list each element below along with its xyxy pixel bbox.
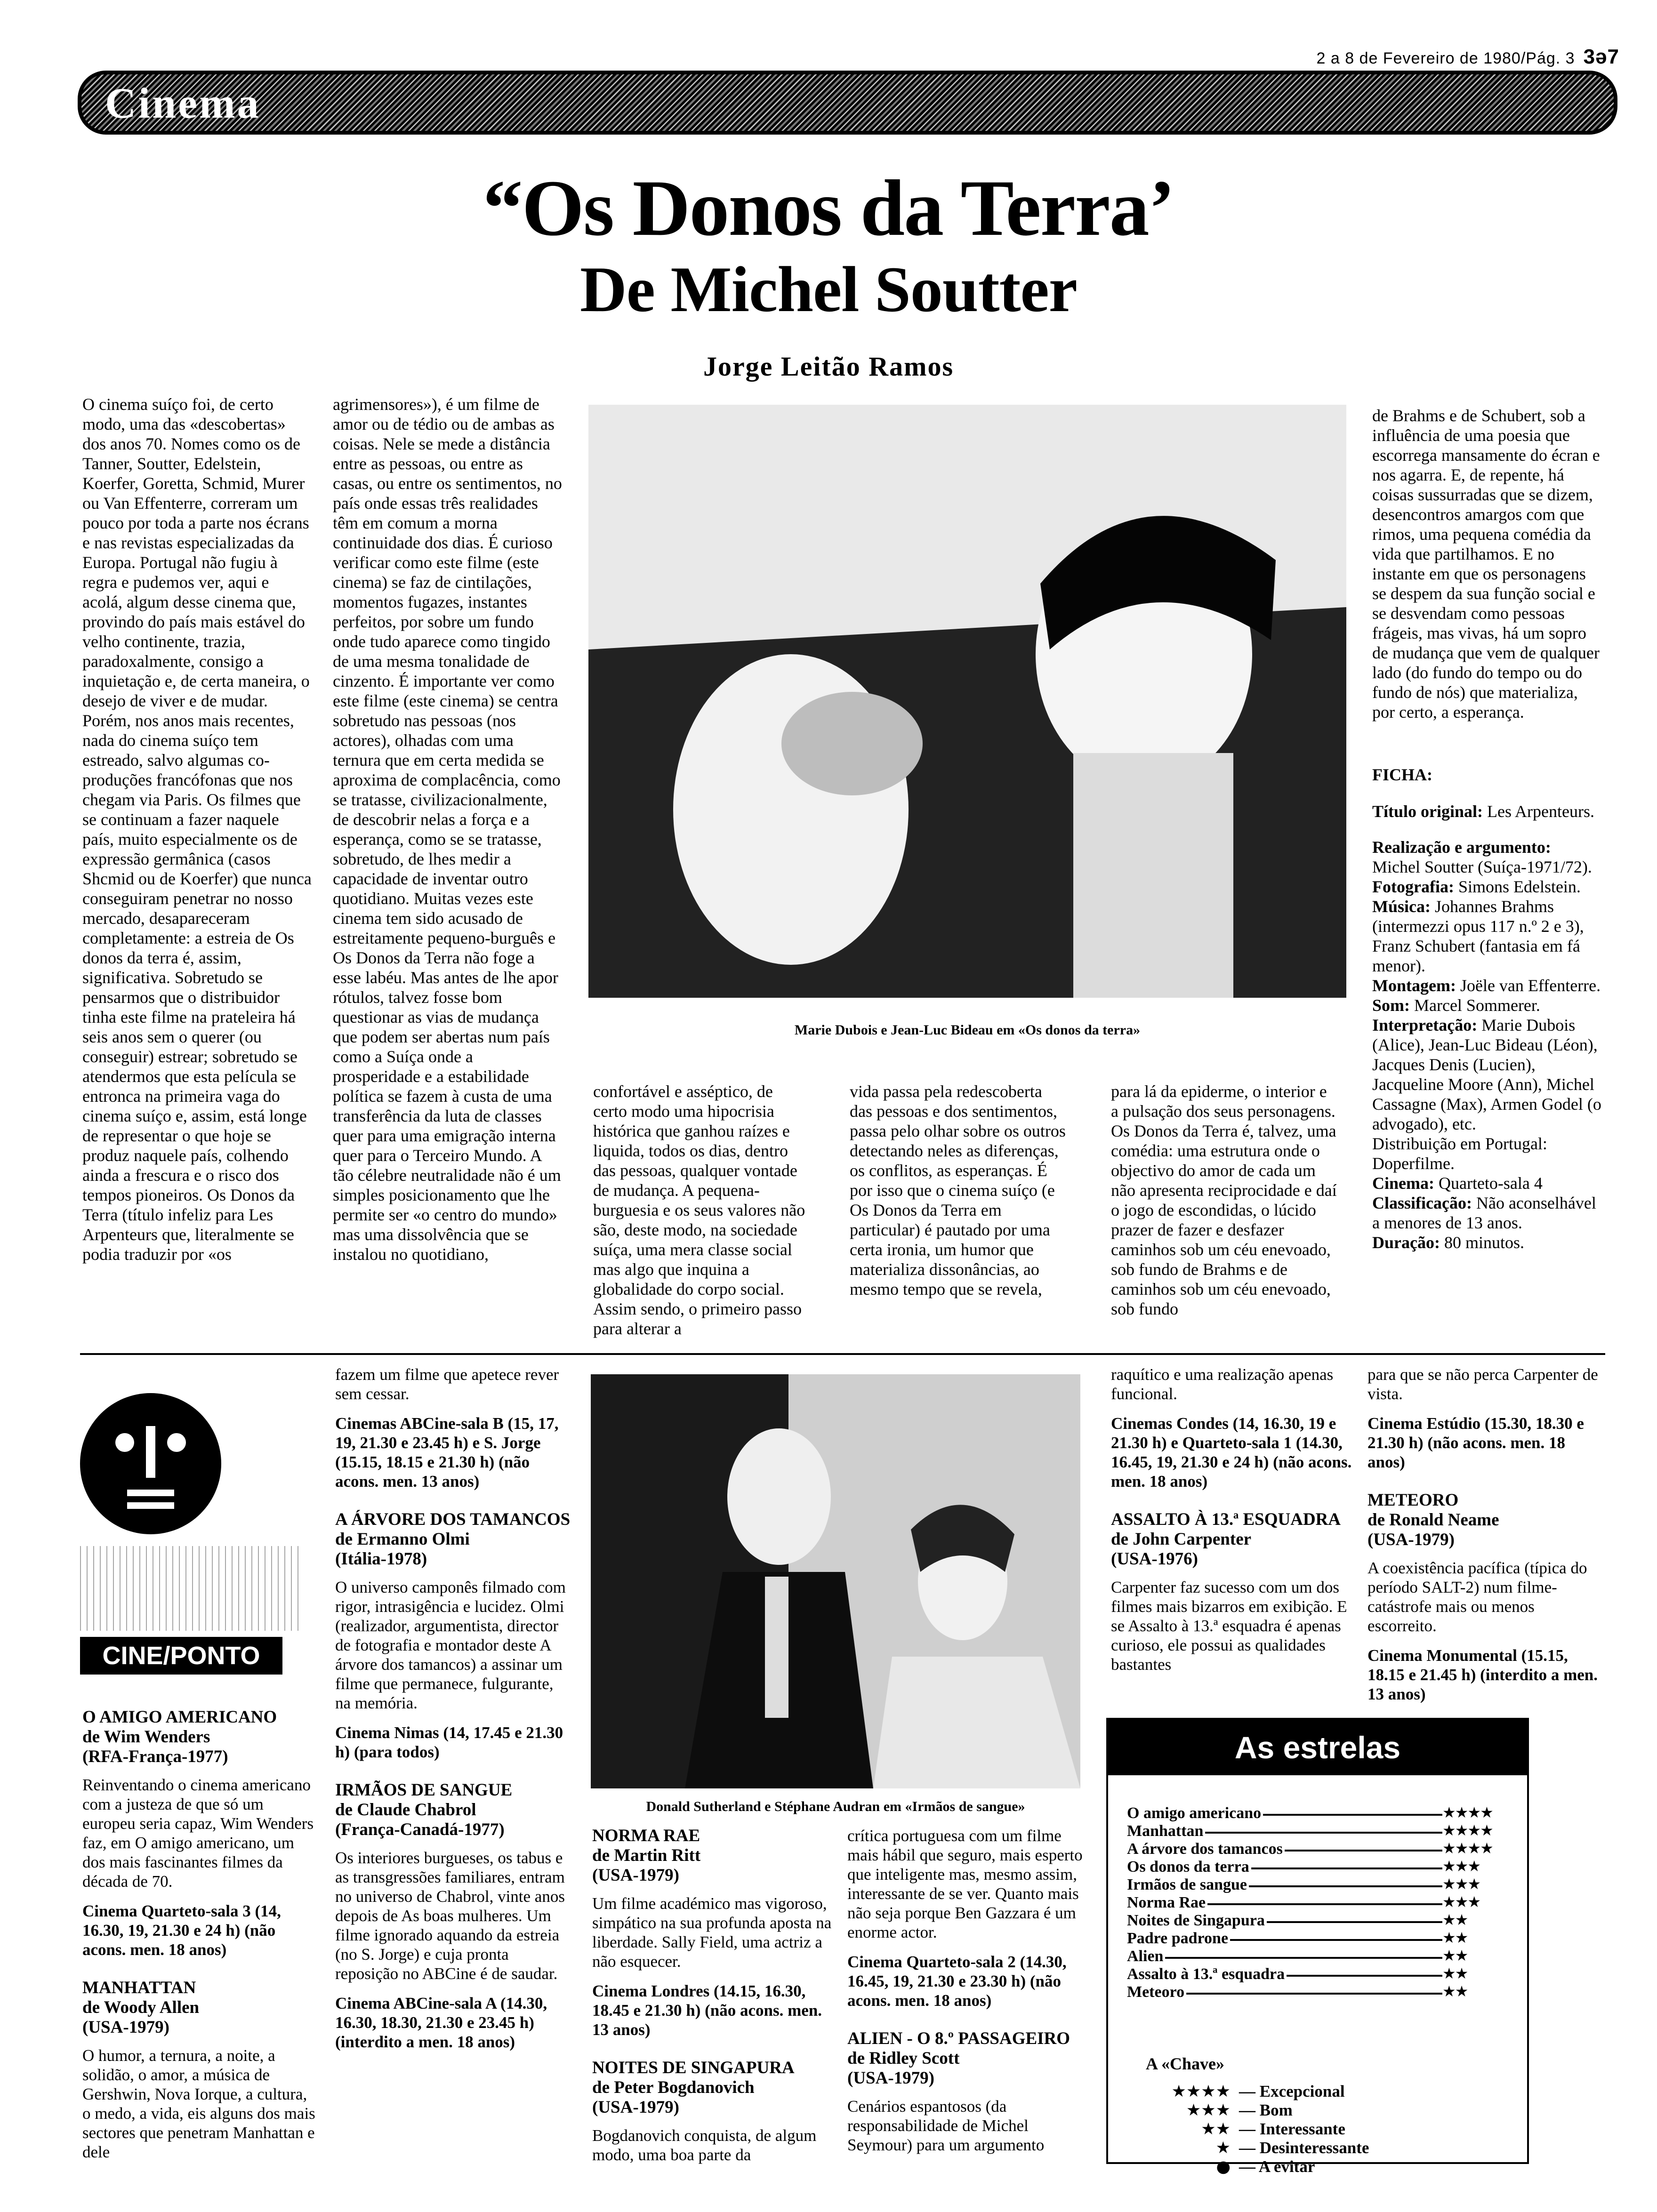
- ficha-line: [1372, 976, 1603, 995]
- ficha-value: Distribuição em Portugal: Doperfilme.: [1372, 1134, 1547, 1173]
- film-name: Norma Rae: [1127, 1894, 1207, 1912]
- key-row: [1146, 2139, 1475, 2157]
- cineponto-logo: [80, 1393, 221, 1534]
- film-name: Assalto à 13.ª esquadra: [1127, 1965, 1287, 1983]
- article-text: agrimensores»), é um filme de amor ou de tédio ou de ambas as coisas. Nele se mede a distância entre as pessoas, ou entre as casas, ou entre os sentimentos, no país onde essas três realidades têm em comum a morna continuidade dos dias. É curioso verificar como este filme (este cinema) se faz de cintilações, momentos fugazes, instantes perfeitos, por sobre um fundo onde tudo aparece como tingido de uma mesma tonalidade de cinzento. É importante ver como este filme (este cinema) se centra sobretudo nas pessoas (nos actores), olhadas com uma ternura que em certa medida se aproxima de complacência, como se tratasse, civilizacionalmente, de descobrir nelas a força e a esperança, como se se tratasse, sobretudo, de lhes medir a capacidade de inventar outro quotidiano. Muitas vezes este cinema tem sido acusado de estreitamente pequeno-burguês e Os Donos da Terra não foge a esse labéu. Mas antes de lhe apor rótulos, talvez fosse bom questionar as vias de mudança que podem ser abertas num país como a Suíça onde a prosperidade e a estabilidade política se fazem à custa de uma transferência da luta de classes quer para uma emigração interna quer para o Terceiro Mundo. A tão célebre neutralidade não é um simples posicionamento que lhe permite ser «o centro do mundo» mas uma dissolvência que se instalou no quotidiano,: [333, 395, 562, 1264]
- review-text: Bogdanovich conquista, de algum modo, uma boa parte da: [592, 2126, 817, 2164]
- star-ratings-title: As estrelas: [1108, 1720, 1527, 1775]
- ficha-line: [1372, 837, 1603, 877]
- review-session: Cinema Nimas (14, 17.45 e 21.30 h) (para todos): [335, 1723, 563, 1761]
- review-text: Os interiores burgueses, os tabus e as transgressões familiares, entram no universo de Chabrol, vinte anos depois de As boas mulheres. Um filme ignorado aquando da estreia (no S. Jorge) e cuja pronta reposição no ABCine é de saudar.: [335, 1849, 565, 1983]
- logo-pattern: [80, 1546, 301, 1631]
- review-text: A coexistência pacífica (típica do período SALT-2) num filme-catástrofe mais ou menos escorreito.: [1367, 1559, 1587, 1635]
- review-director: de John Carpenter: [1111, 1530, 1252, 1549]
- film-name: A árvore dos tamancos: [1127, 1840, 1285, 1858]
- masthead-mark: 3ǝ7: [1583, 45, 1619, 68]
- star-rating-row: [1127, 1930, 1513, 1948]
- ficha-label: Cinema:: [1372, 1174, 1434, 1193]
- key-row: [1146, 2157, 1475, 2176]
- page-folio: [1317, 45, 1619, 69]
- review-item: [82, 1707, 318, 1959]
- review-item: [82, 1978, 318, 2162]
- logo-nose: [146, 1426, 155, 1478]
- review-column-1: [82, 1707, 318, 2159]
- review-column-5: [1111, 1365, 1356, 1694]
- key-title: A «Chave»: [1146, 2054, 1225, 2073]
- review-director: de Wim Wenders: [82, 1727, 210, 1747]
- review-origin: (RFA-França-1977): [82, 1747, 228, 1766]
- logo-mouth: [127, 1490, 174, 1496]
- ficha-label: Fotografia:: [1372, 877, 1454, 896]
- review-session: Cinema Monumental (15.15, 18.15 e 21.45 h) (interdito a men. 13 anos): [1367, 1646, 1598, 1703]
- ficha-label: Título original:: [1372, 802, 1483, 821]
- section-banner: [78, 71, 1617, 135]
- review-text: fazem um filme que apetece rever sem cessar.: [335, 1365, 559, 1403]
- review-director: de Peter Bogdanovich: [592, 2078, 755, 2097]
- review-session: Cinema Londres (14.15, 16.30, 18.45 e 21.30 h) (não acons. men. 13 anos): [592, 1982, 822, 2039]
- ficha-value: Não aconselhável a menores de 13 anos.: [1372, 1194, 1596, 1232]
- star-icon: ★★: [1442, 1911, 1468, 1929]
- review-title: IRMÃOS DE SANGUE: [335, 1780, 513, 1800]
- star-rating-row: [1127, 1948, 1513, 1966]
- star-icon: ★★★: [1442, 1893, 1480, 1911]
- review-item: [592, 1826, 837, 2039]
- ficha-label: Música:: [1372, 897, 1431, 916]
- review-item: [847, 2029, 1085, 2155]
- review-origin: (USA-1976): [1111, 1549, 1198, 1569]
- ficha-heading: FICHA:: [1372, 765, 1432, 784]
- review-photo-caption: Donald Sutherland e Stéphane Audran em «Irmãos de sangue»: [646, 1799, 1025, 1814]
- ficha-value: Quarteto-sala 4: [1438, 1174, 1543, 1193]
- ficha-lines: [1372, 801, 1603, 1252]
- star-rating-row: [1127, 1822, 1513, 1841]
- key-symbol-icon: ★★★: [1186, 2101, 1231, 2120]
- star-rating-row: [1127, 1840, 1513, 1859]
- review-text: O humor, a ternura, a noite, a solidão, o amor, a música de Gershwin, Nova Iorque, a cultura, o medo, a vida, eis alguns dos mais sectores que penetram Manhattan e dele: [82, 2046, 315, 2161]
- review-text: Cenários espantosos (da responsabilidade de Michel Seymour) para um argumento: [847, 2097, 1045, 2154]
- ficha-box: [1372, 765, 1603, 1320]
- review-item: [335, 1510, 571, 1762]
- key-symbol-icon: ★: [1215, 2139, 1231, 2157]
- star-icon: ★★★: [1442, 1857, 1480, 1875]
- review-item: [847, 1826, 1085, 2010]
- review-director: de Ermanno Olmi: [335, 1530, 470, 1549]
- article-title: “Os Donos da Terra’: [483, 164, 1174, 252]
- review-item: [592, 2058, 837, 2164]
- ficha-line: [1372, 801, 1603, 821]
- article-text: confortável e asséptico, de certo modo uma hipocrisia histórica que ganhou raízes e liquida, todos os dias, dentro das pessoas, qualquer vontade de mudança. A pequena-burguesia e os seus valores não são, deste modo, na sociedade suíça, uma mera classe social mas algo que inquina a globalidade do corpo social. Assim sendo, o primeiro passo para alterar a: [593, 1082, 805, 1338]
- key-symbol-icon: ★★: [1201, 2120, 1231, 2139]
- review-item: [1111, 1365, 1356, 1491]
- review-text: Carpenter faz sucesso com um dos filmes mais bizarros em exibição. E se Assalto à 13.ª esquadra é apenas curioso, ele possui as qualidades bastantes: [1111, 1578, 1347, 1674]
- article-column-1: [82, 394, 313, 1317]
- review-title: ALIEN - O 8.º PASSAGEIRO: [847, 2029, 1070, 2048]
- ficha-label: Interpretação:: [1372, 1016, 1478, 1034]
- review-session: Cinemas Condes (14, 16.30, 19 e 21.30 h) e Quarteto-sala 1 (14.30, 16.45, 19, 21.30 e 24 h) (não acons. men. 18 anos): [1111, 1414, 1352, 1491]
- review-item: [1111, 1510, 1356, 1674]
- review-session: Cinema Quarteto-sala 2 (14.30, 16.45, 19, 21.30 e 23.30 h) (não acons. men. 18 anos): [847, 1953, 1067, 2010]
- key-meaning: — Desinteressante: [1239, 2139, 1369, 2157]
- star-icon: ★★★★: [1442, 1803, 1493, 1821]
- ficha-value: Johannes Brahms (intermezzi opus 117 n.º 2 e 3), Franz Schubert (fantasia em fá menor).: [1372, 897, 1584, 975]
- article-photo: [588, 405, 1346, 998]
- article-subtitle: De Michel Soutter: [579, 253, 1077, 325]
- review-director: de Ronald Neame: [1367, 1510, 1499, 1530]
- key-row: [1146, 2082, 1475, 2101]
- review-director: de Ridley Scott: [847, 2049, 960, 2068]
- star-rating-row: [1127, 1912, 1513, 1930]
- review-title: O AMIGO AMERICANO: [82, 1707, 277, 1727]
- star-icon: ★★: [1442, 1947, 1468, 1964]
- ficha-value: Michel Soutter (Suíça-1971/72).: [1372, 858, 1592, 876]
- star-rating-row: [1127, 1894, 1513, 1912]
- logo-eye: [167, 1433, 186, 1452]
- cineponto-label: CINE/PONTO: [80, 1637, 282, 1675]
- key-meaning: — Interessante: [1239, 2120, 1345, 2138]
- film-name: O amigo americano: [1127, 1804, 1263, 1822]
- ficha-line: [1372, 1134, 1603, 1173]
- review-director: de Martin Ritt: [592, 1846, 701, 1865]
- star-rating-row: [1127, 1983, 1513, 2002]
- review-session: Cinema ABCine-sala A (14.30, 16.30, 18.30, 21.30 e 23.45 h) (interdito a men. 18 anos): [335, 1994, 547, 2051]
- film-name: Padre padrone: [1127, 1930, 1230, 1948]
- article-column-6: [1372, 406, 1603, 754]
- article-column-3: [593, 1082, 807, 1338]
- logo-eye: [115, 1433, 134, 1452]
- review-title: A ÁRVORE DOS TAMANCOS: [335, 1510, 571, 1529]
- film-name: Irmãos de sangue: [1127, 1876, 1249, 1894]
- star-ratings-box: [1106, 1718, 1529, 2176]
- review-origin: (USA-1979): [847, 2068, 934, 2088]
- review-column-4: [847, 1826, 1085, 2160]
- photo-caption: Marie Dubois e Jean-Luc Bideau em «Os donos da terra»: [794, 1022, 1141, 1038]
- film-name: Os donos da terra: [1127, 1858, 1251, 1876]
- article-text: O cinema suíço foi, de certo modo, uma das «descobertas» dos anos 70. Nomes como os de Tanner, Soutter, Edelstein, Koerfer, Goretta, Schmid, Murer ou Van Effenterre, correram um pouco por toda a parte nos écrans e nas revistas especializadas da Europa. Portugal não fugiu à regra e pudemos ver, aqui e acolá, algum desse cinema que, provindo do país mais estável do velho continente, trazia, paradoxalmente, consigo a inquietação e, de certa maneira, o desejo de viver e de mudar. Porém, nos anos mais recentes, nada do cinema suíço tem estreado, salvo algumas co-produções francófonas que nos chegam via Paris. Os filmes que se continuam a fazer naquele país, muito especialmente os de expressão germânica (casos Shcmid ou de Koerfer) que nunca conseguiram penetrar no nosso mercado, desapareceram completamente: a estreia de Os donos da terra é, assim, significativa. Sobretudo se pensarmos que o distribuidor tinha este filme na prateleira há seis anos sem o querer (ou conseguir) estrear; sobretudo se atendermos que esta película se entronca na primeira vaga do cinema suíço e, assim, está longe de representar o que hoje se produz naquele país, colhendo ainda a frescura e o risco dos tempos pioneiros. Os Donos da Terra (título infeliz para Les Arpenteurs que, literalmente se podia traduzir por «os: [82, 395, 312, 1264]
- review-text: para que se não perca Carpenter de vista.: [1367, 1365, 1598, 1403]
- ficha-line: [1372, 1015, 1603, 1134]
- ficha-line: [1372, 995, 1603, 1015]
- review-text: O universo camponês filmado com rigor, intrasigência e lucidez. Olmi (realizador, argumentista, director de fotografia e montador deste A árvore dos tamancos) a assinar um filme que permanece, fulgurante, na memória.: [335, 1578, 566, 1712]
- article-text: para lá da epiderme, o interior e a pulsação dos seus personagens. Os Donos da Terra é, talvez, uma comédia: uma estrutura onde o objectivo do amor de cada um não apresenta reciprocidade e daí o jogo de escondidas, o lúcido prazer de fazer e desfazer caminhos sob um céu enevoado, sob fundo de Brahms e de caminhos sob um céu enevoado, sob fundo: [1111, 1082, 1337, 1318]
- star-rating-row: [1127, 1965, 1513, 1984]
- date-page: 2 a 8 de Fevereiro de 1980/Pág. 3: [1316, 49, 1575, 67]
- review-origin: (França-Canadá-1977): [335, 1820, 505, 1839]
- key-row: [1146, 2120, 1475, 2139]
- review-session: Cinema Estúdio (15.30, 18.30 e 21.30 h) (não acons. men. 18 anos): [1367, 1414, 1584, 1471]
- ficha-line: [1372, 1173, 1603, 1193]
- key-symbol-icon: ★★★★: [1171, 2082, 1231, 2101]
- article-column-4: [850, 1082, 1069, 1326]
- ficha-line: [1372, 1233, 1603, 1252]
- logo-mouth: [127, 1502, 174, 1509]
- review-origin: (USA-1979): [1367, 1530, 1455, 1549]
- star-rating-row: [1127, 1876, 1513, 1894]
- photo-illustration: [591, 1374, 1080, 1788]
- review-title: NORMA RAE: [592, 1826, 700, 1845]
- review-origin: (USA-1979): [592, 2098, 679, 2117]
- film-name: Manhattan: [1127, 1822, 1205, 1840]
- review-item: [335, 1780, 571, 2052]
- key-symbol-icon: ●: [1216, 2157, 1231, 2176]
- photo-illustration: [588, 405, 1346, 998]
- review-origin: (USA-1979): [82, 2018, 169, 2037]
- review-title: NOITES DE SINGAPURA: [592, 2058, 795, 2077]
- review-director: de Woody Allen: [82, 1998, 200, 2017]
- review-column-2: [335, 1365, 571, 2160]
- review-column-3: [592, 1826, 837, 2164]
- star-icon: ★★: [1442, 1982, 1468, 2000]
- review-photo: [591, 1374, 1080, 1788]
- ficha-value: Simons Edelstein.: [1458, 877, 1581, 896]
- key-meaning: — Bom: [1239, 2101, 1293, 2119]
- review-item: [1367, 1365, 1603, 1472]
- review-item: [335, 1365, 571, 1491]
- key-meaning: — Excepcional: [1239, 2082, 1345, 2100]
- review-title: MANHATTAN: [82, 1978, 196, 1997]
- article-column-2: [333, 394, 563, 1317]
- article-column-5: [1111, 1082, 1337, 1326]
- star-rating-row: [1127, 1858, 1513, 1876]
- article-text: vida passa pela redescoberta das pessoas e dos sentimentos, passa pelo olhar sobre os outros detectando neles as diferenças, os conflitos, as esperanças. É por isso que o cinema suíço (e Os Donos da Terra em particular) é pautado por uma certa ironia, um humor que materializa dissonâncias, ao mesmo tempo que se revela,: [850, 1082, 1066, 1298]
- review-text: Um filme académico mas vigoroso, simpático na sua profunda aposta na liberdade. Sally Field, uma actriz a não esquecer.: [592, 1894, 832, 1971]
- section-label: Cinema: [105, 79, 261, 127]
- ficha-value: Joële van Effenterre.: [1460, 976, 1601, 995]
- star-rating-row: [1127, 1804, 1513, 1823]
- star-icon: ★★★★: [1442, 1821, 1493, 1839]
- leader-line: [1127, 1957, 1442, 1959]
- review-session: Cinemas ABCine-sala B (15, 17, 19, 21.30 e 23.45 h) e S. Jorge (15.15, 18.15 e 21.30 h) (não acons. men. 13 anos): [335, 1414, 559, 1491]
- ficha-line: [1372, 877, 1603, 897]
- review-text: Reinventando o cinema americano com a justeza de que só um europeu seria capaz, Wim Wenders faz, em O amigo americano, um dos mais fascinantes filmes da década de 70.: [82, 1776, 314, 1891]
- ficha-label: Som:: [1372, 996, 1410, 1015]
- ficha-label: Realização e argumento:: [1372, 838, 1551, 857]
- article-author: Jorge Leitão Ramos: [703, 351, 954, 382]
- review-origin: (Itália-1978): [335, 1549, 427, 1569]
- review-title: METEORO: [1367, 1491, 1459, 1510]
- ficha-value: 80 minutos.: [1444, 1233, 1524, 1252]
- key-row: [1146, 2101, 1475, 2120]
- star-icon: ★★: [1442, 1929, 1468, 1947]
- ficha-line: [1372, 897, 1603, 976]
- review-item: [1367, 1491, 1603, 1704]
- star-icon: ★★: [1442, 1964, 1468, 1982]
- ficha-label: Montagem:: [1372, 976, 1456, 995]
- review-origin: (USA-1979): [592, 1866, 679, 1885]
- ficha-value: Marie Dubois (Alice), Jean-Luc Bideau (Léon), Jacques Denis (Lucien), Jacqueline Moore (Ann), Michel Cassagne (Max), Armen Godel (o advogado), etc.: [1372, 1016, 1601, 1133]
- key-meaning: — A evitar: [1239, 2157, 1315, 2176]
- review-column-6: [1367, 1365, 1603, 1703]
- star-icon: ★★★★: [1442, 1839, 1493, 1857]
- section-divider: [80, 1353, 1605, 1355]
- ficha-label: Classificação:: [1372, 1194, 1472, 1212]
- film-name: Noites de Singapura: [1127, 1912, 1267, 1930]
- ficha-line: [1372, 1193, 1603, 1233]
- ficha-value: Les Arpenteurs.: [1487, 802, 1594, 821]
- review-text: crítica portuguesa com um filme mais hábil que seguro, mais esperto que inteligente mas, mesmo assim, interessante de se ver. Quanto mais não seja porque Ben Gazzara é um enorme actor.: [847, 1827, 1083, 1941]
- film-name: Alien: [1127, 1948, 1165, 1965]
- review-session: Cinema Quarteto-sala 3 (14, 16.30, 19, 21.30 e 24 h) (não acons. men. 18 anos): [82, 1902, 281, 1959]
- review-title: ASSALTO À 13.ª ESQUADRA: [1111, 1510, 1341, 1529]
- ficha-label: Duração:: [1372, 1233, 1440, 1252]
- review-text: raquítico e uma realização apenas funcional.: [1111, 1365, 1334, 1403]
- star-icon: ★★★: [1442, 1875, 1480, 1893]
- review-director: de Claude Chabrol: [335, 1800, 476, 1819]
- film-name: Meteoro: [1127, 1983, 1186, 2001]
- ficha-value: Marcel Sommerer.: [1414, 996, 1540, 1015]
- article-text: de Brahms e de Schubert, sob a influência de uma poesia que escorrega mansamente do écran e nos agarra. E, de repente, há coisas sussurradas que se dizem, desencontros amargos com que rimos, uma pequena comédia da vida que partilhamos. E no instante em que os personagens se despem da sua função social e se desvendam como pessoas frágeis, mas vivas, há um sopro de mudança que vem de qualquer lado (do fundo do tempo ou do fundo de nós) que materializa, por certo, a esperança.: [1372, 406, 1600, 721]
